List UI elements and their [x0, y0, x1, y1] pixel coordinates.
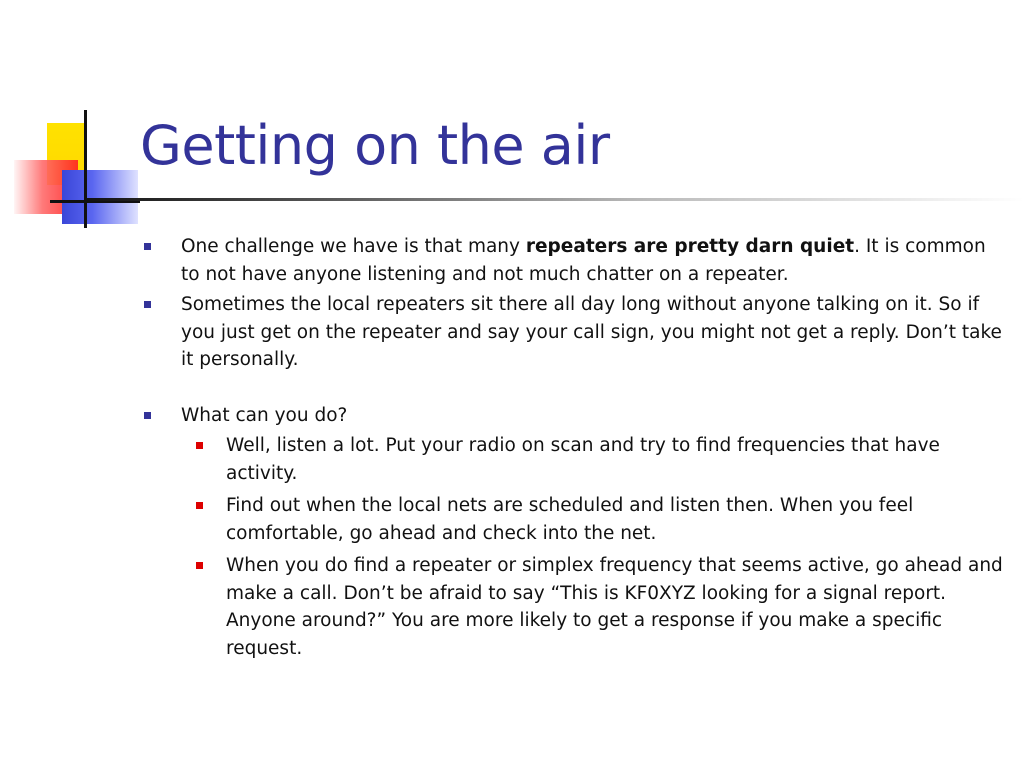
blue-square	[62, 170, 138, 224]
sub-bullet-item-2	[181, 492, 1004, 547]
square-bullet-icon	[144, 243, 151, 250]
bullet-1-bold-text: repeaters are pretty darn quiet	[525, 236, 855, 257]
sub-bullet-3-text: When you do find a repeater or simplex frequency that seems active, go ahead and make a call. Don’t be afraid to say “This is KF0XYZ looking for a signal report. Anyone around?” You are more likely to get a response if you make a specific request.	[226, 555, 1003, 659]
bullet-3-text: What can you do?	[181, 404, 348, 426]
slide-title: Getting on the air	[140, 114, 610, 177]
bullet-item-1	[144, 233, 1004, 288]
bullet-item-3	[144, 402, 1004, 663]
slide-body	[144, 233, 1004, 667]
bullet-list	[144, 233, 1004, 662]
vertical-line	[84, 110, 87, 228]
title-underline	[84, 198, 1024, 201]
sub-bullet-2-text: Find out when the local nets are scheduled and listen then. When you feel comfortable, go ahead and check into the net.	[226, 495, 914, 544]
bullet-2-text: Sometimes the local repeaters sit there all day long without anyone talking on it. So if you just get on the repeater and say your call sign, you might not get a reply. Don’t take it personally.	[181, 294, 1002, 370]
square-sub-bullet-icon	[196, 442, 203, 449]
sub-bullet-list	[181, 432, 1004, 662]
square-sub-bullet-icon	[196, 502, 203, 509]
bullet-1-text-before: One challenge we have is that many	[181, 236, 526, 257]
bullet-1-text-after: . It is common to not have anyone listening and not much chatter on a repeater.	[181, 236, 986, 285]
sub-bullet-item-3	[181, 552, 1004, 662]
square-sub-bullet-icon	[196, 562, 203, 569]
square-bullet-icon	[144, 301, 151, 308]
bullet-item-2	[144, 291, 1004, 374]
sub-bullet-item-1	[181, 432, 1004, 487]
square-bullet-icon	[144, 412, 151, 419]
sub-bullet-1-text: Well, listen a lot. Put your radio on scan and try to find frequencies that have activity.	[226, 435, 940, 484]
corner-decoration	[0, 0, 160, 240]
